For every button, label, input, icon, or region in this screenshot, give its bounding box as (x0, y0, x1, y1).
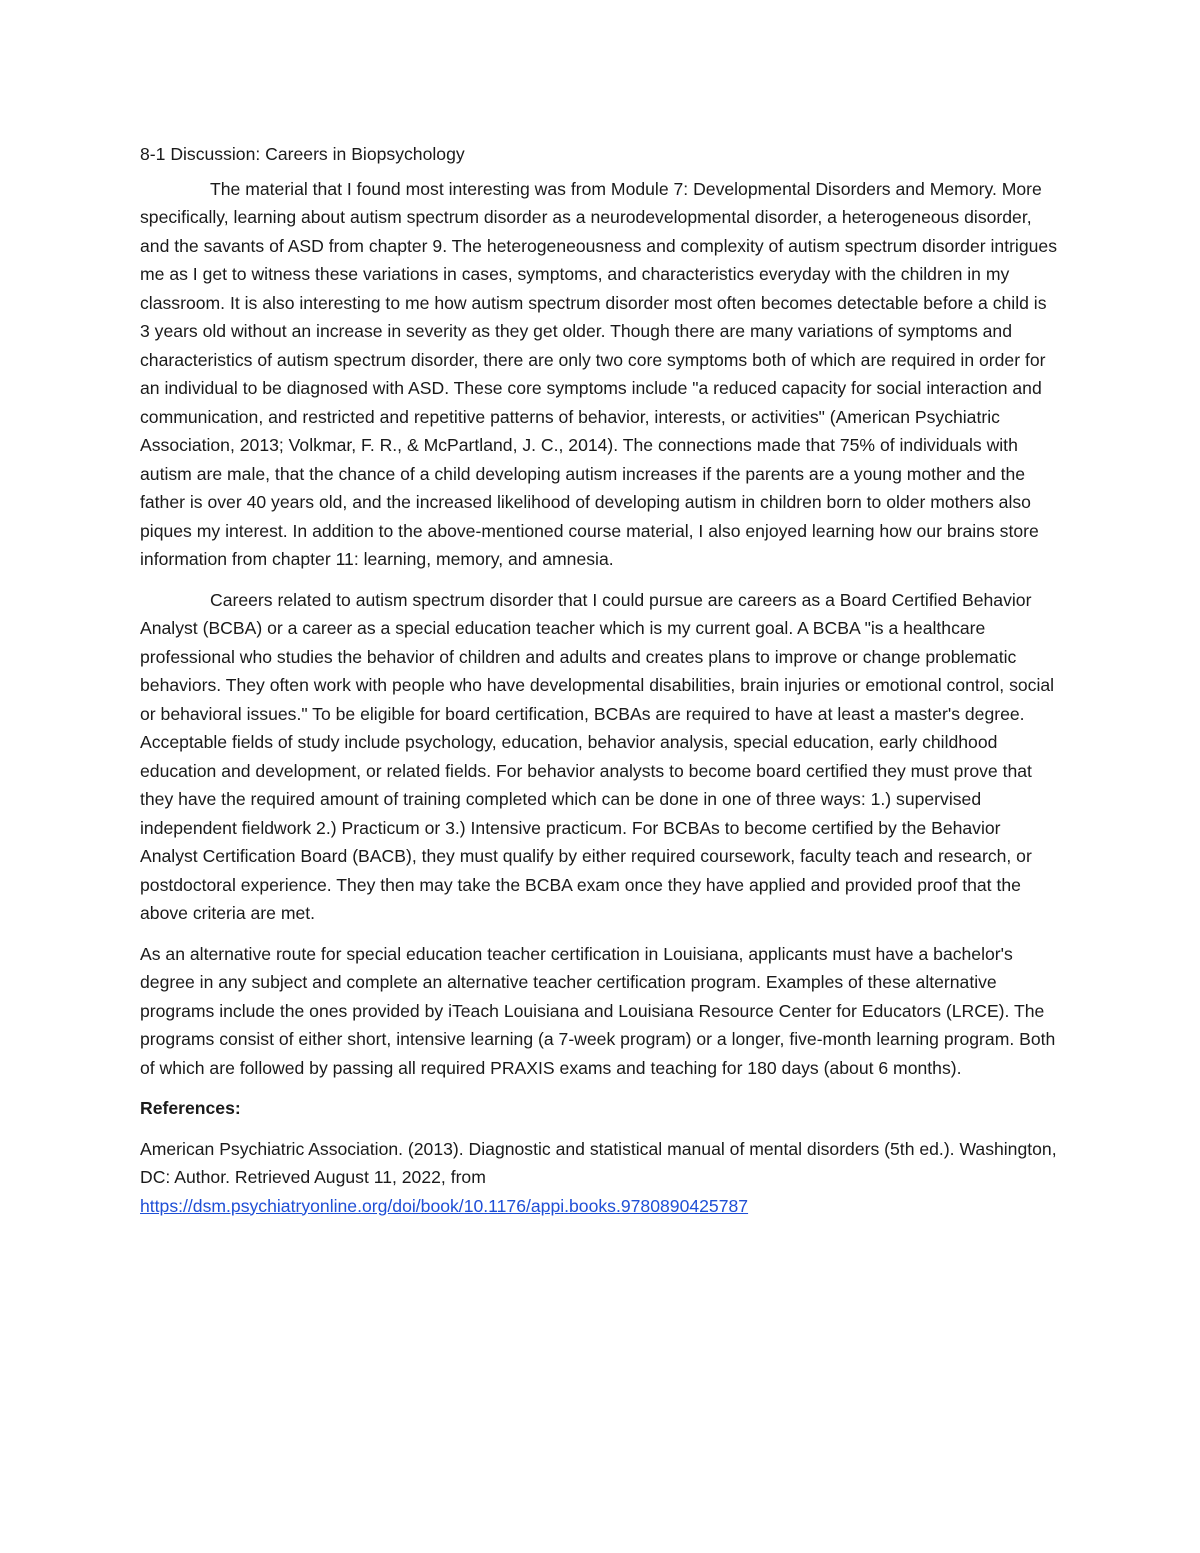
document-title: 8-1 Discussion: Careers in Biopsychology (140, 144, 465, 164)
paragraph-alternative-route: As an alternative route for special education teacher certification in Louisiana, applicants must have a bachelor's degree in any subject and complete an alternative teacher certification program. Examples of these alternative programs include the ones provided by iTeach Louisiana and Louisiana Resource Center for Educators (LRCE). The programs consist of either short, intensive learning (a 7-week program) or a longer, five-month learning program. Both of which are followed by passing all required PRAXIS exams and teaching for 180 days (about 6 months). (140, 943, 1056, 1078)
document-page (140, 140, 1060, 1220)
reference-entry (140, 1135, 1060, 1221)
reference-text: American Psychiatric Association. (2013). Diagnostic and statistical manual of mental disorders (5th ed.). Washington, DC: Author. Retrieved August 11, 2022, from (140, 1138, 1057, 1187)
reference-link[interactable]: https://dsm.psychiatryonline.org/doi/book/10.1176/appi.books.9780890425787 (140, 1195, 749, 1216)
paragraph-module-interest: The material that I found most interesting was from Module 7: Developmental Disorders and Memory. More specifically, learning about autism spectrum disorder as a neurodevelopmental disorder, a heterogeneous disorder, and the savants of ASD from chapter 9. The heterogeneousness and complexity of autism spectrum disorder intrigues me as I get to witness these variations in cases, symptoms, and characteristics everyday with the children in my classroom. It is also interesting to me how autism spectrum disorder most often becomes detectable before a child is 3 years old without an increase in severity as they get older. Though there are many variations of symptoms and characteristics of autism spectrum disorder, there are only two core symptoms both of which are required in order for an individual to be diagnosed with ASD. These core symptoms include "a reduced capacity for social interaction and communication, and restricted and repetitive patterns of behavior, interests, or activities" (American Psychiatric Association, 2013; Volkmar, F. R., & McPartland, J. C., 2014). The connections made that 75% of individuals with autism are male, that the chance of a child developing autism increases if the parents are a young mother and the father is over 40 years old, and the increased likelihood of developing autism in children born to older mothers also piques my interest. In addition to the above-mentioned course material, I also enjoyed learning how our brains store information from chapter 11: learning, memory, and amnesia. (140, 178, 1057, 569)
paragraph-careers: Careers related to autism spectrum disorder that I could pursue are careers as a Board Certified Behavior Analyst (BCBA) or a career as a special education teacher which is my current goal. A BCBA "is a healthcare professional who studies the behavior of children and adults and creates plans to improve or change problematic behaviors. They often work with people who have developmental disabilities, brain injuries or emotional control, social or behavioral issues." To be eligible for board certification, BCBAs are required to have at least a master's degree. Acceptable fields of study include psychology, education, behavior analysis, special education, early childhood education and development, or related fields. For behavior analysts to become board certified they must prove that they have the required amount of training completed which can be done in one of three ways: 1.) supervised independent fieldwork 2.) Practicum or 3.) Intensive practicum. For BCBAs to become certified by the Behavior Analyst Certification Board (BACB), they must qualify by either required coursework, faculty teach and research, or postdoctoral experience. They then may take the BCBA exam once they have applied and provided proof that the above criteria are met. (140, 589, 1055, 923)
references-heading: References: (140, 1098, 241, 1118)
